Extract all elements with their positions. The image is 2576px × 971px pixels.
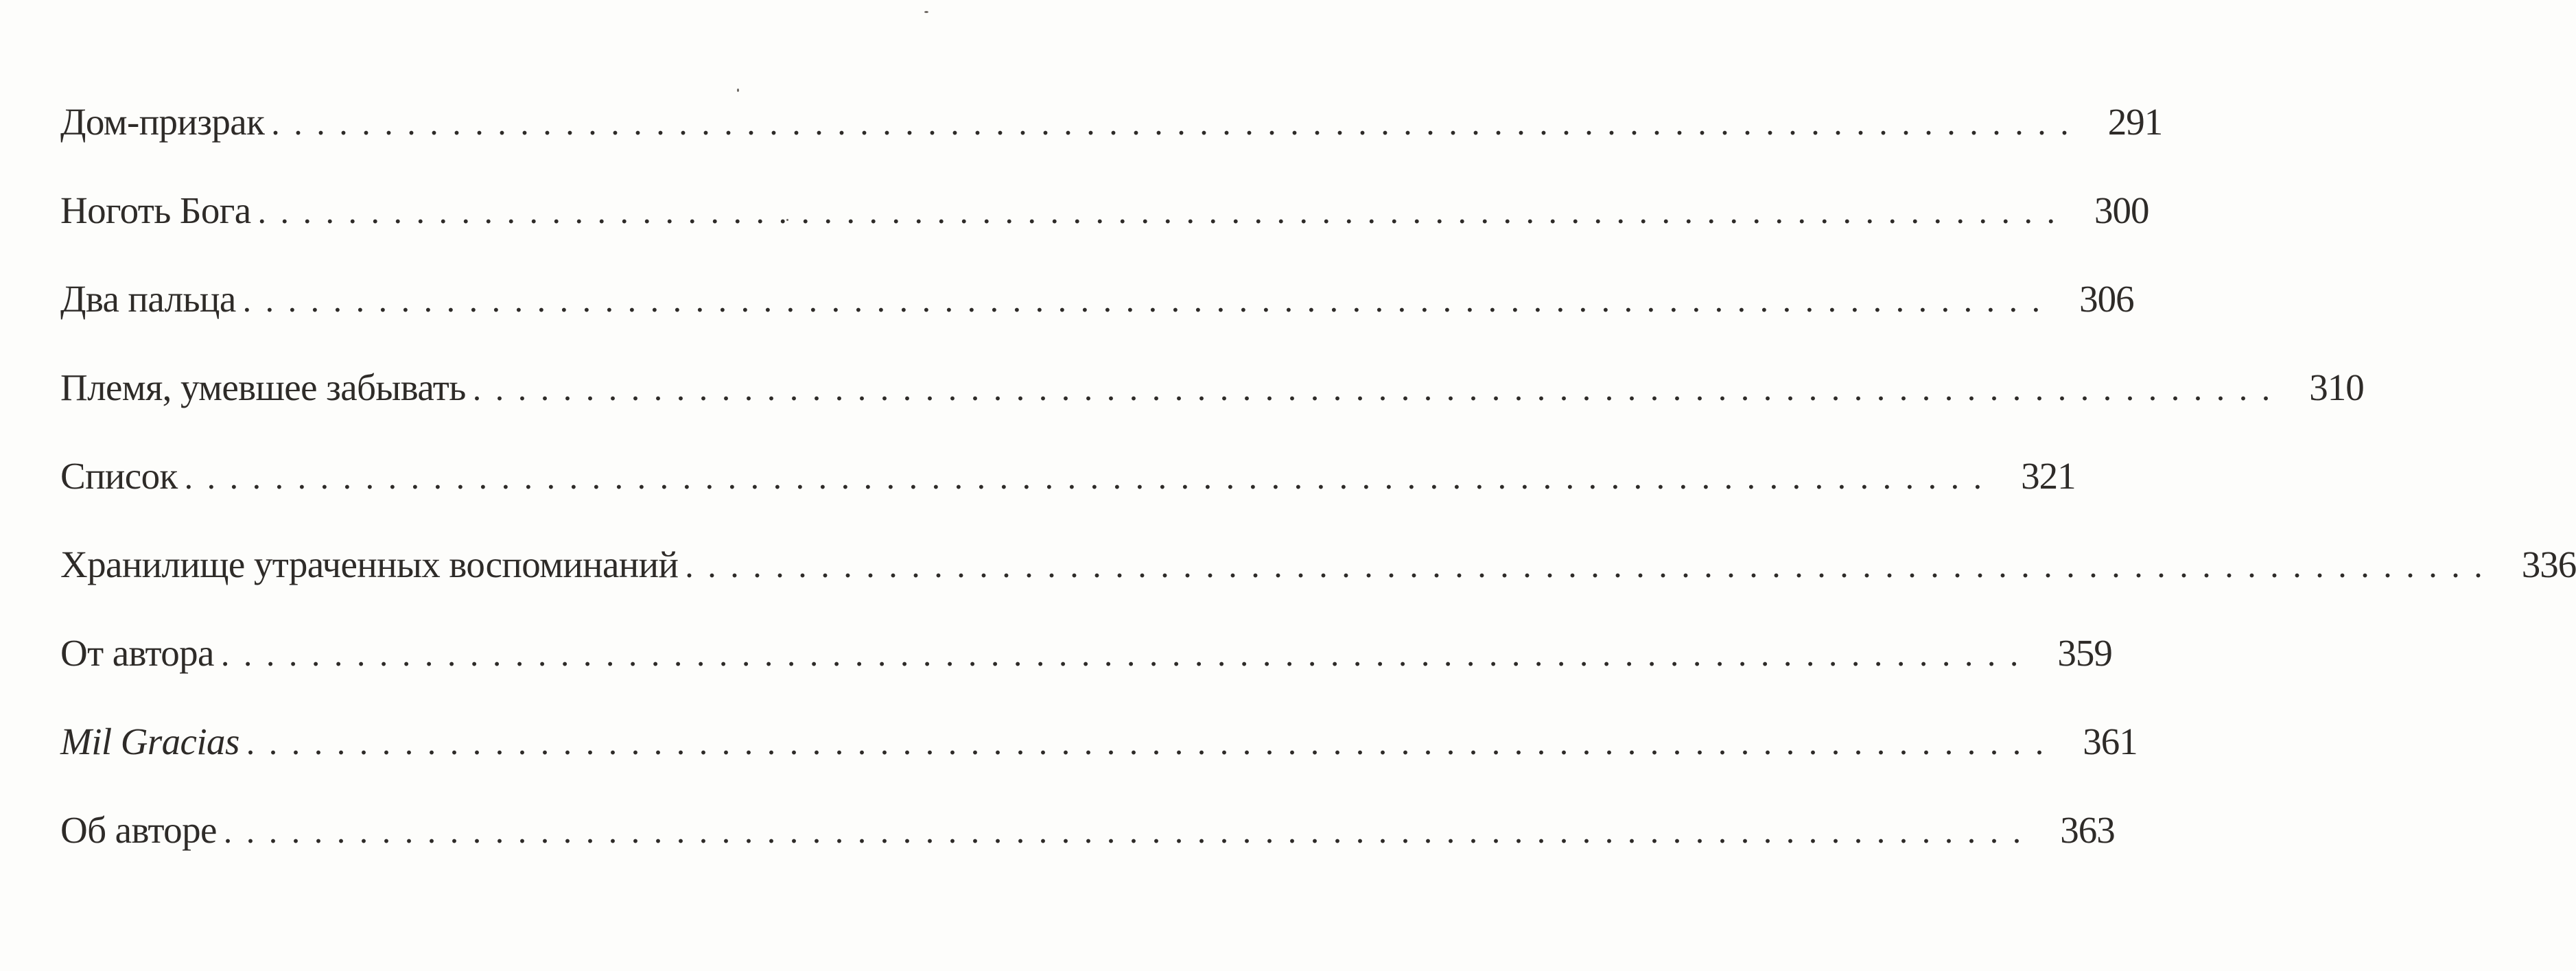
toc-entry-page: 363: [2060, 809, 2115, 851]
toc-entry-page: 310: [2309, 366, 2364, 408]
dot-leader: ................................................................................: [220, 635, 2033, 673]
dot-leader: ................................................................................: [246, 723, 2058, 762]
paper-speck: [924, 11, 928, 13]
toc-entry-page: 359: [2057, 632, 2112, 674]
paper-speck: [737, 89, 739, 92]
toc-entry-title: Хранилище утраченных воспоминаний: [60, 543, 679, 585]
toc-entry[interactable]: [60, 189, 2149, 280]
toc-entry-title: Два пальца: [60, 278, 236, 320]
toc-entry-page: 321: [2021, 455, 2076, 497]
toc-entry[interactable]: [60, 101, 2163, 191]
dot-leader: ................................................................................: [271, 104, 2083, 142]
toc-entry-page: 361: [2083, 721, 2138, 762]
dot-leader: ................................................................................: [242, 281, 2054, 319]
toc-entry-title: Об авторе: [60, 809, 217, 851]
toc-entry-page: 336: [2521, 543, 2576, 585]
toc-entry-title: Список: [60, 455, 178, 497]
toc-entry-title: Племя, умевшее забывать: [60, 366, 466, 408]
toc-entry[interactable]: [60, 278, 2134, 368]
dot-leader: ................................................................................: [472, 369, 2284, 408]
toc-entry-title: Дом-призрак: [60, 101, 265, 143]
toc-entry[interactable]: [60, 366, 2364, 457]
toc-entry[interactable]: [60, 455, 2076, 546]
dot-leader: ................................................................................: [184, 458, 1996, 496]
toc-entry-title: Ноготь Бога: [60, 189, 251, 231]
toc-entry-title: От автора: [60, 632, 214, 674]
dot-leader: ................................................................................: [257, 192, 2070, 231]
table-of-contents: [60, 101, 2576, 900]
toc-entry-page: 291: [2107, 101, 2163, 143]
toc-entry[interactable]: [60, 543, 2576, 634]
toc-entry[interactable]: [60, 632, 2112, 723]
toc-entry-page: 306: [2079, 278, 2134, 320]
dot-leader: ................................................................................: [685, 546, 2497, 585]
toc-entry-page: 300: [2094, 189, 2149, 231]
toc-entry-title: Mil Gracias: [60, 721, 239, 762]
dot-leader: ................................................................................: [223, 812, 2035, 850]
toc-entry[interactable]: [60, 721, 2138, 811]
toc-entry[interactable]: [60, 809, 2115, 900]
